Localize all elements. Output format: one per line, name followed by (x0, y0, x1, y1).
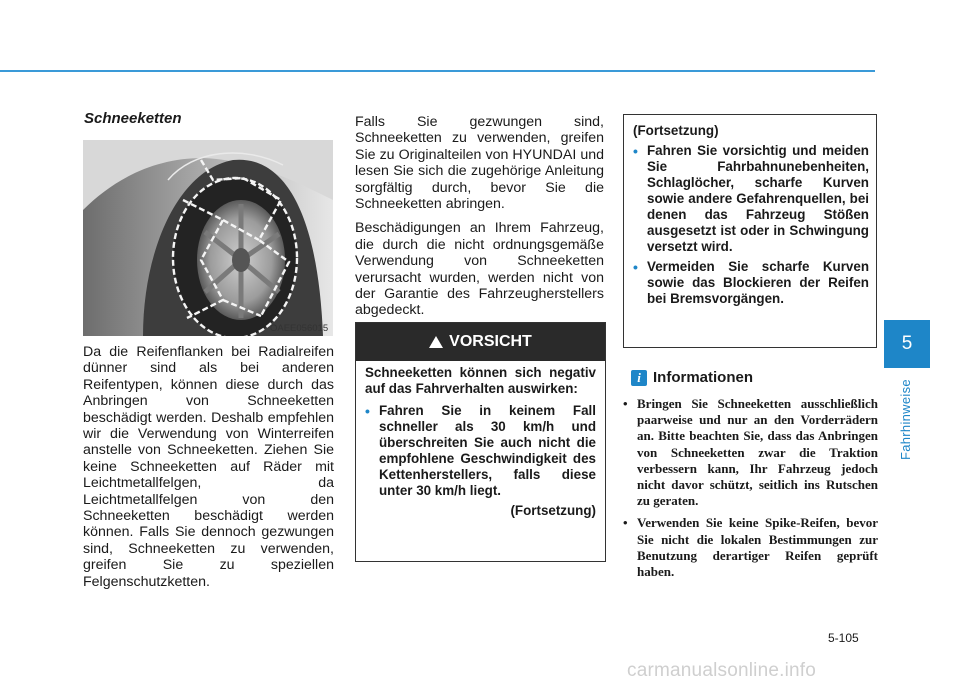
bullet-dot-icon: • (623, 515, 628, 531)
continuation-body (633, 123, 869, 311)
chapter-label: Fahrhinweise (898, 379, 913, 460)
info-heading (631, 369, 753, 386)
bullet-dot-icon: • (633, 259, 638, 275)
chapter-number-tab[interactable]: 5 (884, 320, 930, 368)
section-heading: Schneeketten (84, 110, 182, 127)
caution-title: VORSICHT (449, 333, 532, 350)
continuation-bullet-text-1: Fahren Sie vorsichtig und meiden Sie Fahrbahnunebenheiten, Schlaglöcher, scharfe Kurven sowie andere Gefahrenquellen, bei denen das Fahrzeug Stößen ausgesetzt ist oder in Schwingung versetzt wird. (647, 143, 869, 254)
continuation-bullet-text-2: Vermeiden Sie scharfe Kurven sowie das Blockieren der Reifen bei Bremsvorgängen. (647, 259, 869, 306)
list-item (623, 396, 878, 509)
figure-caption: OAEE056015 (270, 323, 329, 334)
info-item-text: Bringen Sie Schneeketten ausschließlich paarweise und nur an den Vorderrädern an. Bitte beachten Sie, dass das Anbringen von Schneeketten zwar die Traktion verbessern kann, Ihr Fahrzeug jedoch nicht davor schützt, seitlich ins Rutschen zu geraten. (637, 396, 878, 509)
header-rule (0, 70, 875, 72)
continuation-bullet (633, 259, 869, 307)
continuation-bullet (633, 143, 869, 255)
col2-paragraph-1: Falls Sie gezwungen sind, Schneeketten zu verwenden, greifen Sie zu Originalteilen von HYUNDAI und lesen Sie sich die zugehörige Anleitung sorgfältig durch, bevor Sie die Schneeketten abringen. (355, 114, 604, 213)
wheel-illustration (83, 140, 333, 336)
snow-chain-wheel-image (83, 140, 333, 336)
caution-bullet-text: Fahren Sie in keinem Fall schneller als 30 km/h und überschreiten Sie auch nicht die empfohlene Geschwindigkeit des Kettenherstellers, falls diese unter 30 km/h liegt. (379, 403, 596, 498)
caution-box (355, 322, 606, 562)
info-title: Informationen (653, 369, 753, 386)
caution-body (365, 365, 596, 519)
caution-continued: (Fortsetzung) (510, 503, 596, 518)
bullet-dot-icon: • (633, 143, 638, 159)
continuation-box (623, 114, 877, 348)
watermark: carmanualsonline.info (627, 660, 817, 681)
column1-text (83, 344, 334, 598)
col1-paragraph: Da die Reifenflanken bei Radialreifen dünner sind als bei anderen Reifentypen, können diese durch das Anbringen von Schneeketten beschädigt werden. Deshalb empfehlen wir die Verwendung von Winterreifen anstelle von Schneeketten. Ziehen Sie keine Schneeketten auf Räder mit Leichtmetallfelgen, da Leichtmetallfelgen von den Schneeketten beschädigt werden können. Falls Sie dennoch gezwungen sind, Schneeketten zu verwenden, greifen Sie zu speziellen Felgenschutzketten. (83, 344, 334, 590)
column2-text (355, 114, 604, 327)
caution-bullet (365, 403, 596, 499)
bullet-dot-icon: • (623, 396, 628, 411)
continuation-label: (Fortsetzung) (633, 123, 719, 138)
info-icon: i (631, 370, 647, 386)
page-number: 5-105 (828, 631, 859, 645)
col2-paragraph-2: Beschädigungen an Ihrem Fahrzeug, die durch die nicht ordnungsgemäße Verwendung von Schneeketten verursacht wurden, werden nicht von der Garantie des Fahrzeugherstellers abgedeckt. (355, 220, 604, 319)
warning-triangle-icon (429, 336, 443, 348)
caution-header (356, 323, 605, 361)
info-item-text: Verwenden Sie keine Spike-Reifen, bevor Sie nicht die lokalen Bestimmungen zur Benutzung derartiger Reifen geprüft haben. (637, 515, 878, 580)
caution-intro: Schneeketten können sich negativ auf das Fahrverhalten auswirken: (365, 365, 596, 396)
bullet-dot-icon: • (365, 403, 370, 419)
list-item (623, 515, 878, 580)
info-list (623, 396, 878, 586)
